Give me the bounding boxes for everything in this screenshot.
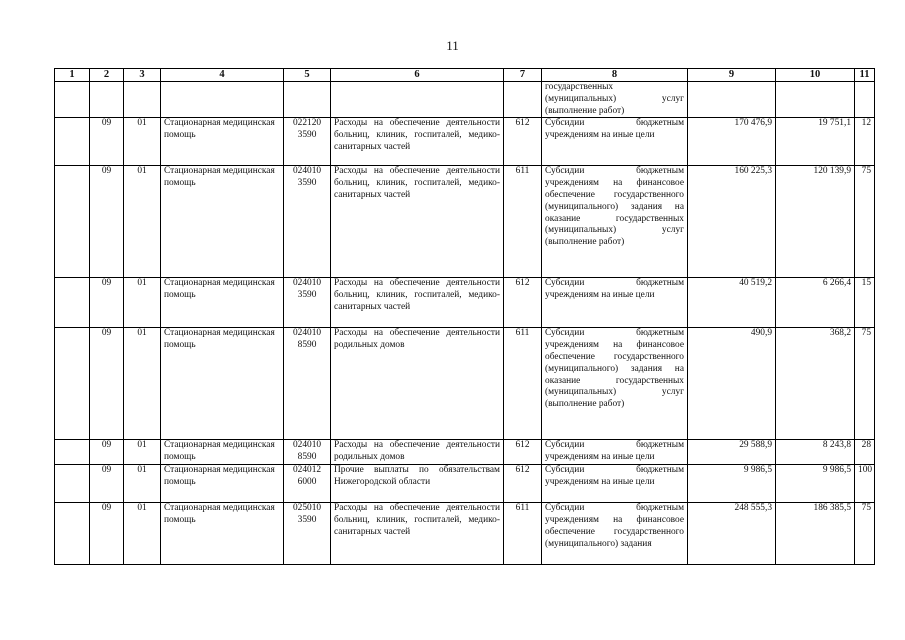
table-row: [55, 278, 875, 328]
table-row: [55, 465, 875, 503]
column-header: 10: [776, 69, 855, 82]
cell-target-code: [284, 118, 331, 166]
cell-plan: 490,9: [688, 328, 776, 440]
cell-purpose: Прочие выплаты по обязательствам Нижегородской области: [331, 465, 504, 503]
cell-section: 09: [90, 465, 124, 503]
cell-section: 09: [90, 440, 124, 465]
cell-text-line: (выполнение работ): [545, 105, 625, 116]
column-header: 8: [542, 69, 688, 82]
cell-expense-name: Субсидии бюджетным учреждениям на финансовое обеспечение государственного (муниципального) задания на оказание государственных (муниципальных) услуг (выполнение работ): [542, 328, 688, 440]
cell-actual: 9 986,5: [776, 465, 855, 503]
cell-col1: [55, 503, 90, 565]
column-header: 9: [688, 69, 776, 82]
cell-purpose: Расходы на обеспечение деятельности родильных домов: [331, 440, 504, 465]
cell-plan: 170 476,9: [688, 118, 776, 166]
cell-section: 09: [90, 503, 124, 565]
cell-subsection: 01: [124, 166, 161, 278]
table-row: [55, 166, 875, 278]
cell-purpose: [331, 82, 504, 118]
cell-actual: 8 243,8: [776, 440, 855, 465]
cell-name: Стационарная медицинская помощь: [161, 328, 284, 440]
cell-purpose: Расходы на обеспечение деятельности больниц, клиник, госпиталей, медико-санитарных частей: [331, 278, 504, 328]
cell-text-line: 025010: [292, 503, 322, 514]
cell-actual: 19 751,1: [776, 118, 855, 166]
cell-col1: [55, 166, 90, 278]
cell-purpose: Расходы на обеспечение деятельности больниц, клиник, госпиталей, медико-санитарных частей: [331, 166, 504, 278]
cell-expense-type: [504, 82, 542, 118]
cell-text-line: 022120: [292, 118, 322, 129]
cell-text-line: 6000: [297, 477, 317, 488]
cell-section: [90, 82, 124, 118]
cell-expense-type: 611: [504, 166, 542, 278]
column-header: 1: [55, 69, 90, 82]
column-header: 3: [124, 69, 161, 82]
cell-name: Стационарная медицинская помощь: [161, 118, 284, 166]
cell-actual: 368,2: [776, 328, 855, 440]
cell-actual: [776, 82, 855, 118]
cell-expense-type: 612: [504, 440, 542, 465]
cell-text-line: 8590: [297, 452, 317, 463]
table-row: [55, 503, 875, 565]
cell-percent: 12: [855, 118, 875, 166]
cell-percent: 75: [855, 328, 875, 440]
cell-target-code: [284, 82, 331, 118]
cell-name: [161, 82, 284, 118]
cell-plan: [688, 82, 776, 118]
cell-expense-type: 612: [504, 278, 542, 328]
cell-name: Стационарная медицинская помощь: [161, 166, 284, 278]
cell-actual: 120 139,9: [776, 166, 855, 278]
cell-name: Стационарная медицинская помощь: [161, 503, 284, 565]
cell-expense-type: 612: [504, 465, 542, 503]
cell-purpose: Расходы на обеспечение деятельности больниц, клиник, госпиталей, медико-санитарных частей: [331, 503, 504, 565]
cell-text-line: (муниципальных) услуг: [545, 93, 684, 104]
cell-subsection: 01: [124, 503, 161, 565]
cell-percent: [855, 82, 875, 118]
column-header: 4: [161, 69, 284, 82]
cell-text-line: 3590: [297, 290, 317, 301]
cell-text-line: 024010: [292, 278, 322, 289]
cell-text-line: 3590: [297, 515, 317, 526]
cell-percent: 75: [855, 166, 875, 278]
cell-text-line: 024010: [292, 328, 322, 339]
column-header: 2: [90, 69, 124, 82]
cell-actual: 6 266,4: [776, 278, 855, 328]
cell-plan: 9 986,5: [688, 465, 776, 503]
header-row: [55, 69, 875, 82]
cell-text-line: 3590: [297, 178, 317, 189]
cell-expense-name: Субсидии бюджетным учреждениям на иные цели: [542, 440, 688, 465]
cell-plan: 29 588,9: [688, 440, 776, 465]
cell-subsection: 01: [124, 118, 161, 166]
cell-target-code: [284, 440, 331, 465]
table-row: [55, 440, 875, 465]
cell-section: 09: [90, 328, 124, 440]
cell-col1: [55, 465, 90, 503]
cell-text-line: 8590: [297, 340, 317, 351]
cell-target-code: [284, 166, 331, 278]
cell-plan: 160 225,3: [688, 166, 776, 278]
cell-subsection: 01: [124, 440, 161, 465]
column-header: 5: [284, 69, 331, 82]
cell-expense-type: 611: [504, 503, 542, 565]
cell-actual: 186 385,5: [776, 503, 855, 565]
cell-text-line: государственных: [545, 82, 614, 92]
cell-target-code: [284, 503, 331, 565]
cell-col1: [55, 82, 90, 118]
cell-col1: [55, 278, 90, 328]
table-row: [55, 118, 875, 166]
cell-section: 09: [90, 118, 124, 166]
cell-plan: 40 519,2: [688, 278, 776, 328]
cell-expense-name: Субсидии бюджетным учреждениям на финансовое обеспечение государственного (муниципального) задания: [542, 503, 688, 565]
cell-purpose: Расходы на обеспечение деятельности больниц, клиник, госпиталей, медико-санитарных частей: [331, 118, 504, 166]
cell-subsection: 01: [124, 278, 161, 328]
cell-col1: [55, 328, 90, 440]
cell-purpose: Расходы на обеспечение деятельности родильных домов: [331, 328, 504, 440]
cell-percent: 75: [855, 503, 875, 565]
cell-percent: 15: [855, 278, 875, 328]
column-header: 6: [331, 69, 504, 82]
cell-percent: 28: [855, 440, 875, 465]
cell-name: Стационарная медицинская помощь: [161, 465, 284, 503]
cell-col1: [55, 118, 90, 166]
table-row: [55, 328, 875, 440]
cell-expense-type: 611: [504, 328, 542, 440]
cell-target-code: [284, 328, 331, 440]
cell-section: 09: [90, 278, 124, 328]
cell-text-line: 024010: [292, 440, 322, 451]
cell-target-code: [284, 278, 331, 328]
cell-percent: 100: [855, 465, 875, 503]
cell-expense-name: Субсидии бюджетным учреждениям на финансовое обеспечение государственного (муниципального) задания на оказание государственных (муниципальных) услуг (выполнение работ): [542, 166, 688, 278]
column-header: 7: [504, 69, 542, 82]
cell-expense-name: Субсидии бюджетным учреждениям на иные цели: [542, 118, 688, 166]
page-number: 11: [446, 38, 459, 53]
cell-expense-name: Субсидии бюджетным учреждениям на иные цели: [542, 278, 688, 328]
cell-target-code: [284, 465, 331, 503]
cell-plan: 248 555,3: [688, 503, 776, 565]
column-header: 11: [855, 69, 875, 82]
budget-table: [54, 68, 875, 565]
cell-subsection: 01: [124, 465, 161, 503]
cell-subsection: 01: [124, 328, 161, 440]
cell-subsection: [124, 82, 161, 118]
cell-name: Стационарная медицинская помощь: [161, 440, 284, 465]
cell-section: 09: [90, 166, 124, 278]
cell-expense-type: 612: [504, 118, 542, 166]
cell-col1: [55, 440, 90, 465]
cell-expense-name: Субсидии бюджетным учреждениям на иные цели: [542, 465, 688, 503]
table-row: [55, 82, 875, 118]
cell-expense-name: [542, 82, 688, 118]
cell-name: Стационарная медицинская помощь: [161, 278, 284, 328]
cell-text-line: 024010: [292, 166, 322, 177]
cell-text-line: 3590: [297, 130, 317, 141]
cell-text-line: 024012: [292, 465, 322, 476]
